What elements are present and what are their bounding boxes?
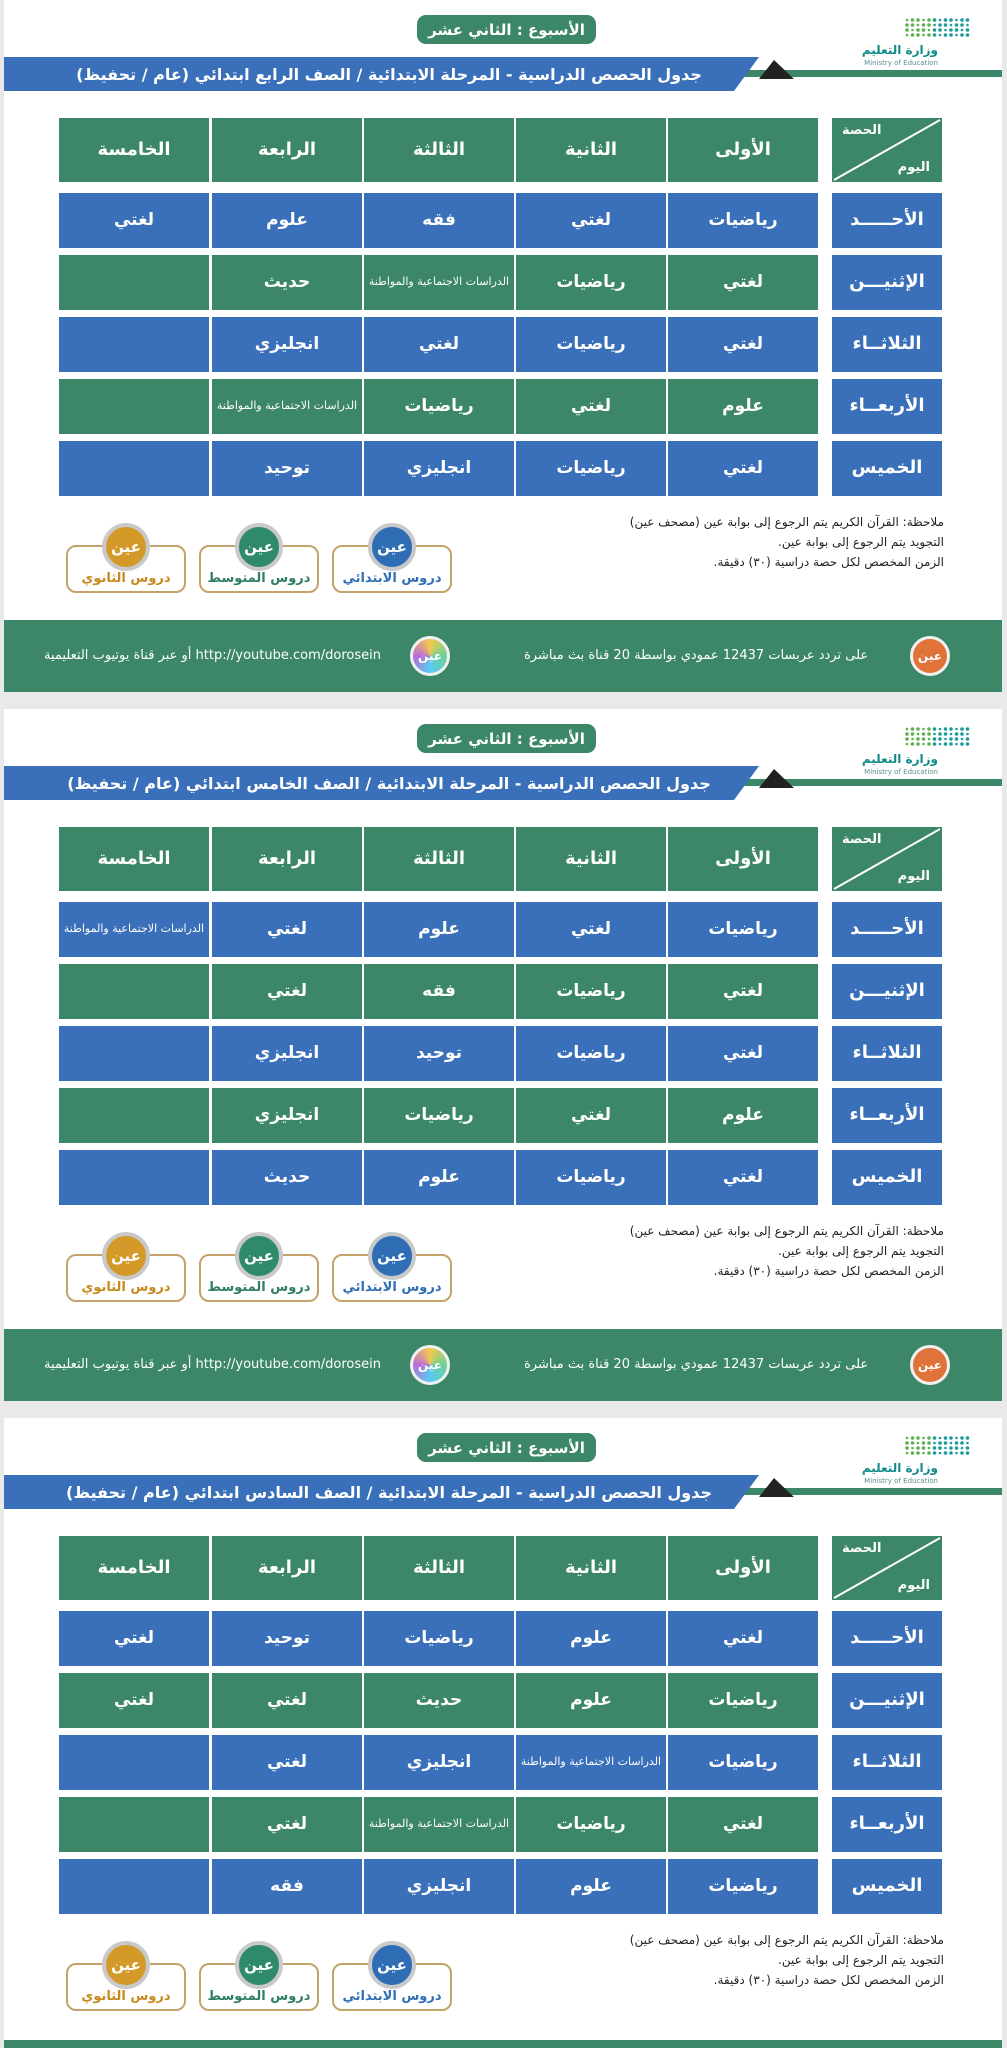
subject-cell: رياضيات: [364, 1088, 514, 1143]
day-label: الخميس: [832, 1150, 942, 1205]
subject-cell: الدراسات الاجتماعية والمواطنة: [364, 1797, 514, 1852]
subject-cell: حديث: [364, 1673, 514, 1728]
subject-cell: لغتي: [59, 1611, 209, 1666]
subject-cell: علوم: [364, 1150, 514, 1205]
ministry-name-ar: وزارة التعليم: [861, 1461, 938, 1475]
subject-cell: رياضيات: [516, 317, 666, 372]
logo-dots-icon: [904, 726, 972, 748]
period-header: الخامسة: [59, 118, 209, 182]
subject-cell: [59, 1150, 209, 1205]
subject-cell: علوم: [516, 1859, 666, 1914]
day-label: الأحـــــد: [832, 193, 942, 248]
day-label: الإثنيـــن: [832, 1673, 942, 1728]
subject-cell: علوم: [668, 1088, 818, 1143]
subject-cell: علوم: [668, 379, 818, 434]
subject-cell: رياضيات: [668, 1859, 818, 1914]
subject-cell: الدراسات الاجتماعية والمواطنة: [212, 379, 362, 434]
ein-youtube-icon: عين: [410, 636, 450, 676]
logo-dots-icon: [904, 17, 972, 39]
period-header: الخامسة: [59, 827, 209, 891]
subject-cell: الدراسات الاجتماعية والمواطنة: [59, 902, 209, 957]
subject-cell: الدراسات الاجتماعية والمواطنة: [516, 1735, 666, 1790]
schedule-title: جدول الحصص الدراسية - المرحلة الابتدائية / الصف السادس ابتدائي (عام / تحفيظ): [66, 1482, 712, 1502]
notes-block: [524, 1930, 944, 1990]
level-label: دروس المتوسط: [207, 571, 311, 586]
period-header: الرابعة: [212, 827, 362, 891]
day-label: الأربعــاء: [832, 379, 942, 434]
ministry-name-en: Ministry of Education: [864, 768, 938, 776]
level-link[interactable]: [199, 1941, 319, 2011]
subject-cell: رياضيات: [668, 1673, 818, 1728]
day-label: الثلاثــاء: [832, 1026, 942, 1081]
subject-cell: فقه: [364, 964, 514, 1019]
level-link[interactable]: [332, 523, 452, 593]
note-line: التجويد يتم الرجوع إلى بوابة عين.: [778, 1953, 944, 1967]
subject-cell: [59, 317, 209, 372]
schedule-title: جدول الحصص الدراسية - المرحلة الابتدائية / الصف الخامس ابتدائي (عام / تحفيظ): [67, 773, 711, 793]
subject-cell: رياضيات: [516, 1026, 666, 1081]
ein-coin-icon: عين: [102, 523, 150, 571]
subject-cell: لغتي: [668, 1150, 818, 1205]
level-label: دروس الابتدائي: [342, 1280, 442, 1295]
level-label: دروس الابتدائي: [342, 1989, 442, 2004]
subject-cell: لغتي: [668, 441, 818, 496]
table-corner-header: [832, 1536, 942, 1600]
subject-cell: توحيد: [212, 441, 362, 496]
subject-cell: لغتي: [212, 1797, 362, 1852]
day-label: الأحـــــد: [832, 1611, 942, 1666]
subject-cell: فقه: [212, 1859, 362, 1914]
subject-cell: رياضيات: [516, 1797, 666, 1852]
title-band: [4, 1471, 1002, 1513]
subject-cell: رياضيات: [516, 1150, 666, 1205]
day-label: الثلاثــاء: [832, 1735, 942, 1790]
subject-cell: لغتي: [212, 1673, 362, 1728]
day-label: الأحـــــد: [832, 902, 942, 957]
subject-cell: علوم: [364, 902, 514, 957]
period-header: الثالثة: [364, 827, 514, 891]
subject-cell: لغتي: [516, 379, 666, 434]
ein-coin-icon: عين: [235, 523, 283, 571]
subject-cell: لغتي: [59, 1673, 209, 1728]
period-header: الثانية: [516, 1536, 666, 1600]
corner-period-label: الحصة: [842, 123, 882, 138]
level-label: دروس الثانوي: [81, 1989, 171, 2004]
notes-block: [524, 512, 944, 572]
youtube-link[interactable]: http://youtube.com/dorosein أو عبر قناة يوتيوب التعليمية: [44, 648, 381, 663]
note-line: التجويد يتم الرجوع إلى بوابة عين.: [778, 1244, 944, 1258]
level-link[interactable]: [332, 1232, 452, 1302]
footer-bar: [4, 620, 1002, 692]
ein-youtube-icon: عين: [410, 1345, 450, 1385]
note-line: الزمن المخصص لكل حصة دراسية (٣٠) دقيقة.: [713, 1264, 944, 1278]
subject-cell: لغتي: [59, 193, 209, 248]
subject-cell: [59, 1088, 209, 1143]
ein-coin-icon: عين: [235, 1232, 283, 1280]
day-label: الأربعــاء: [832, 1088, 942, 1143]
period-header: الرابعة: [212, 1536, 362, 1600]
level-label: دروس الثانوي: [81, 571, 171, 586]
ein-badge-icon: عين: [910, 636, 950, 676]
ministry-name-en: Ministry of Education: [864, 59, 938, 67]
subject-cell: رياضيات: [668, 902, 818, 957]
level-link[interactable]: [199, 523, 319, 593]
subject-cell: لغتي: [668, 255, 818, 310]
logo-dots-icon: [904, 1435, 972, 1457]
ein-coin-icon: عين: [368, 1232, 416, 1280]
subject-cell: لغتي: [516, 193, 666, 248]
subject-cell: رياضيات: [668, 193, 818, 248]
subject-cell: انجليزي: [364, 441, 514, 496]
level-link[interactable]: [66, 1232, 186, 1302]
note-line: ملاحظة: القرآن الكريم يتم الرجوع إلى بوابة عين (مصحف عين): [629, 1933, 944, 1947]
schedule-page: [4, 0, 1002, 692]
ministry-name-ar: وزارة التعليم: [861, 752, 938, 766]
notes-block: [524, 1221, 944, 1281]
corner-day-label: اليوم: [897, 1578, 930, 1594]
subject-cell: علوم: [516, 1611, 666, 1666]
period-header: الثانية: [516, 118, 666, 182]
footer-bar: [4, 2040, 1002, 2048]
level-link[interactable]: [66, 523, 186, 593]
level-link[interactable]: [332, 1941, 452, 2011]
subject-cell: انجليزي: [364, 1735, 514, 1790]
subject-cell: توحيد: [212, 1611, 362, 1666]
subject-cell: رياضيات: [364, 379, 514, 434]
subject-cell: لغتي: [212, 902, 362, 957]
broadcast-frequency: على تردد عربسات 12437 عمودي بواسطة 20 قناة بث مباشرة: [524, 648, 869, 663]
day-label: الخميس: [832, 1859, 942, 1914]
note-line: ملاحظة: القرآن الكريم يتم الرجوع إلى بوابة عين (مصحف عين): [629, 515, 944, 529]
subject-cell: [59, 441, 209, 496]
subject-cell: رياضيات: [516, 964, 666, 1019]
subject-cell: انجليزي: [212, 317, 362, 372]
subject-cell: لغتي: [668, 1797, 818, 1852]
subject-cell: رياضيات: [364, 1611, 514, 1666]
subject-cell: [59, 1735, 209, 1790]
subject-cell: رياضيات: [516, 255, 666, 310]
subject-cell: لغتي: [516, 1088, 666, 1143]
period-header: الأولى: [668, 118, 818, 182]
subject-cell: لغتي: [668, 964, 818, 1019]
subject-cell: [59, 1797, 209, 1852]
note-line: التجويد يتم الرجوع إلى بوابة عين.: [778, 535, 944, 549]
day-label: الإثنيـــن: [832, 255, 942, 310]
subject-cell: لغتي: [668, 1026, 818, 1081]
subject-cell: لغتي: [516, 902, 666, 957]
level-label: دروس الثانوي: [81, 1280, 171, 1295]
day-label: الخميس: [832, 441, 942, 496]
period-header: الأولى: [668, 1536, 818, 1600]
subject-cell: [59, 1859, 209, 1914]
table-corner-header: [832, 118, 942, 182]
level-link[interactable]: [66, 1941, 186, 2011]
youtube-link[interactable]: http://youtube.com/dorosein أو عبر قناة يوتيوب التعليمية: [44, 1357, 381, 1372]
schedule-page: [4, 1418, 1002, 2048]
subject-cell: الدراسات الاجتماعية والمواطنة: [364, 255, 514, 310]
period-header: الأولى: [668, 827, 818, 891]
title-band: [4, 762, 1002, 804]
subject-cell: علوم: [212, 193, 362, 248]
broadcast-frequency: على تردد عربسات 12437 عمودي بواسطة 20 قناة بث مباشرة: [524, 1357, 869, 1372]
ein-badge-icon: عين: [910, 1345, 950, 1385]
title-band: [4, 53, 1002, 95]
week-badge: الأسبوع : الثاني عشر: [417, 1433, 596, 1462]
subject-cell: فقه: [364, 193, 514, 248]
day-label: الثلاثــاء: [832, 317, 942, 372]
footer-bar: [4, 1329, 1002, 1401]
table-corner-header: [832, 827, 942, 891]
subject-cell: لغتي: [668, 1611, 818, 1666]
subject-cell: [59, 964, 209, 1019]
level-label: دروس الابتدائي: [342, 571, 442, 586]
level-label: دروس المتوسط: [207, 1989, 311, 2004]
ein-coin-icon: عين: [102, 1232, 150, 1280]
level-link[interactable]: [199, 1232, 319, 1302]
subject-cell: حديث: [212, 1150, 362, 1205]
subject-cell: انجليزي: [212, 1026, 362, 1081]
note-line: ملاحظة: القرآن الكريم يتم الرجوع إلى بوابة عين (مصحف عين): [629, 1224, 944, 1238]
corner-period-label: الحصة: [842, 832, 882, 847]
note-line: الزمن المخصص لكل حصة دراسية (٣٠) دقيقة.: [713, 555, 944, 569]
subject-cell: رياضيات: [516, 441, 666, 496]
ein-coin-icon: عين: [102, 1941, 150, 1989]
subject-cell: حديث: [212, 255, 362, 310]
ministry-name-en: Ministry of Education: [864, 1477, 938, 1485]
period-header: الخامسة: [59, 1536, 209, 1600]
period-header: الثالثة: [364, 118, 514, 182]
ein-coin-icon: عين: [368, 1941, 416, 1989]
corner-period-label: الحصة: [842, 1541, 882, 1556]
subject-cell: لغتي: [212, 1735, 362, 1790]
subject-cell: توحيد: [364, 1026, 514, 1081]
subject-cell: علوم: [516, 1673, 666, 1728]
subject-cell: [59, 255, 209, 310]
level-label: دروس المتوسط: [207, 1280, 311, 1295]
week-badge: الأسبوع : الثاني عشر: [417, 724, 596, 753]
subject-cell: لغتي: [364, 317, 514, 372]
period-header: الثانية: [516, 827, 666, 891]
ein-coin-icon: عين: [368, 523, 416, 571]
subject-cell: انجليزي: [212, 1088, 362, 1143]
subject-cell: لغتي: [668, 317, 818, 372]
day-label: الأربعــاء: [832, 1797, 942, 1852]
ein-coin-icon: عين: [235, 1941, 283, 1989]
subject-cell: [59, 1026, 209, 1081]
note-line: الزمن المخصص لكل حصة دراسية (٣٠) دقيقة.: [713, 1973, 944, 1987]
subject-cell: انجليزي: [364, 1859, 514, 1914]
week-badge: الأسبوع : الثاني عشر: [417, 15, 596, 44]
period-header: الثالثة: [364, 1536, 514, 1600]
schedule-title: جدول الحصص الدراسية - المرحلة الابتدائية / الصف الرابع ابتدائي (عام / تحفيظ): [76, 64, 702, 84]
schedule-page: [4, 709, 1002, 1401]
period-header: الرابعة: [212, 118, 362, 182]
subject-cell: لغتي: [212, 964, 362, 1019]
corner-day-label: اليوم: [897, 869, 930, 885]
corner-day-label: اليوم: [897, 160, 930, 176]
subject-cell: رياضيات: [668, 1735, 818, 1790]
day-label: الإثنيـــن: [832, 964, 942, 1019]
subject-cell: [59, 379, 209, 434]
ministry-name-ar: وزارة التعليم: [861, 43, 938, 57]
